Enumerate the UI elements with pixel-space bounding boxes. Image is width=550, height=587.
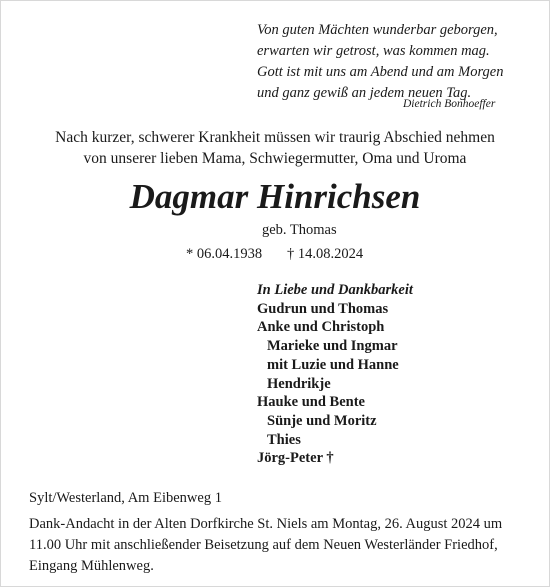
service-line: Dank-Andacht in der Alten Dorfkirche St. Niels am Montag, 26. August 2024 um	[29, 516, 503, 532]
address: Sylt/Westerland, Am Eibenweg 1	[29, 490, 222, 506]
mourner-row: Hauke und Bente	[257, 394, 365, 411]
poem-author: Dietrich Bonhoeffer	[403, 98, 496, 110]
intro-line: Nach kurzer, schwerer Krankheit müssen wir traurig Abschied nehmen	[55, 129, 495, 146]
poem-line: Von guten Mächten wunderbar geborgen,	[257, 22, 498, 38]
mourner-row: Hendrikje	[267, 375, 331, 392]
poem-line: Gott ist mit uns am Abend und am Morgen	[257, 64, 504, 80]
mourner-row: Sünje und Moritz	[267, 412, 377, 429]
intro-text	[0, 127, 550, 169]
poem-line: erwarten wir getrost, was kommen mag.	[257, 43, 490, 59]
mourner-row: Anke und Christoph	[257, 319, 385, 336]
poem	[257, 20, 527, 104]
mourner-row: Marieke und Ingmar	[267, 338, 398, 355]
mourner-row: Jörg-Peter †	[257, 450, 334, 467]
service-line: 11.00 Uhr mit anschließender Beisetzung auf dem Neuen Westerländer Friedhof,	[29, 537, 498, 553]
deceased-name: Dagmar Hinrichsen	[129, 177, 421, 216]
mourners-list	[257, 281, 413, 468]
death-date: † 14.08.2024	[287, 246, 364, 262]
mourners-heading: In Liebe und Dankbarkeit	[257, 282, 413, 298]
mourner-row: Thies	[267, 431, 301, 448]
mourner-row: mit Luzie und Hanne	[267, 356, 399, 373]
service-line: Eingang Mühlenweg.	[29, 558, 154, 574]
mourner-row: Gudrun und Thomas	[257, 300, 389, 317]
poem-line: und ganz gewiß an jedem neuen Tag.	[257, 85, 472, 101]
birth-name: geb. Thomas	[262, 222, 337, 238]
intro-line: von unserer lieben Mama, Schwiegermutter, Oma und Uroma	[83, 150, 467, 167]
service-info	[29, 514, 529, 577]
birth-date: * 06.04.1938	[186, 246, 263, 262]
